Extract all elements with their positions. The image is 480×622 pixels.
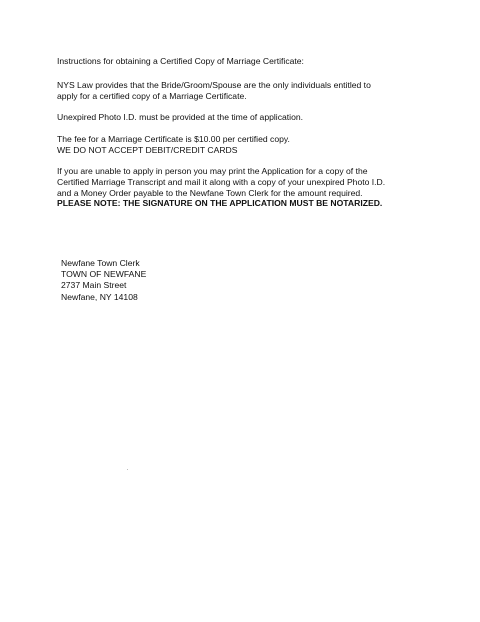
mail-instructions-line: Certified Marriage Transcript and mail it along with a copy of your unexpired Photo I.D.: [57, 176, 386, 187]
fee-paragraph: [57, 134, 457, 156]
clerk-address: [61, 258, 146, 303]
address-line: TOWN OF NEWFANE: [61, 269, 147, 280]
fee-line: The fee for a Marriage Certificate is $10.00 per certified copy.: [57, 134, 290, 144]
photo-id-line: Unexpired Photo I.D. must be provided at the time of application.: [57, 112, 304, 122]
mail-instructions-line: and a Money Order payable to the Newfane Town Clerk for the amount required.: [57, 187, 363, 198]
heading-paragraph: [57, 56, 457, 67]
address-line: Newfane, NY 14108: [61, 291, 138, 302]
mail-instructions-paragraph: [57, 166, 457, 209]
mail-instructions-line: If you are unable to apply in person you may print the Application for a copy of the: [57, 166, 368, 176]
address-line: 2737 Main Street: [61, 280, 127, 291]
document-heading: Instructions for obtaining a Certified Copy of Marriage Certificate:: [57, 56, 304, 66]
address-line: Newfane Town Clerk: [61, 258, 140, 268]
scan-speck: [127, 469, 128, 470]
photo-id-paragraph: [57, 112, 457, 123]
eligibility-paragraph: [57, 80, 457, 102]
payment-restriction-line: WE DO NOT ACCEPT DEBIT/CREDIT CARDS: [57, 144, 238, 155]
eligibility-line: NYS Law provides that the Bride/Groom/Spouse are the only individuals entitled to: [57, 80, 371, 90]
eligibility-line: apply for a certified copy of a Marriage Certificate.: [57, 90, 247, 101]
notarization-notice: PLEASE NOTE: THE SIGNATURE ON THE APPLICATION MUST BE NOTARIZED.: [57, 198, 383, 209]
